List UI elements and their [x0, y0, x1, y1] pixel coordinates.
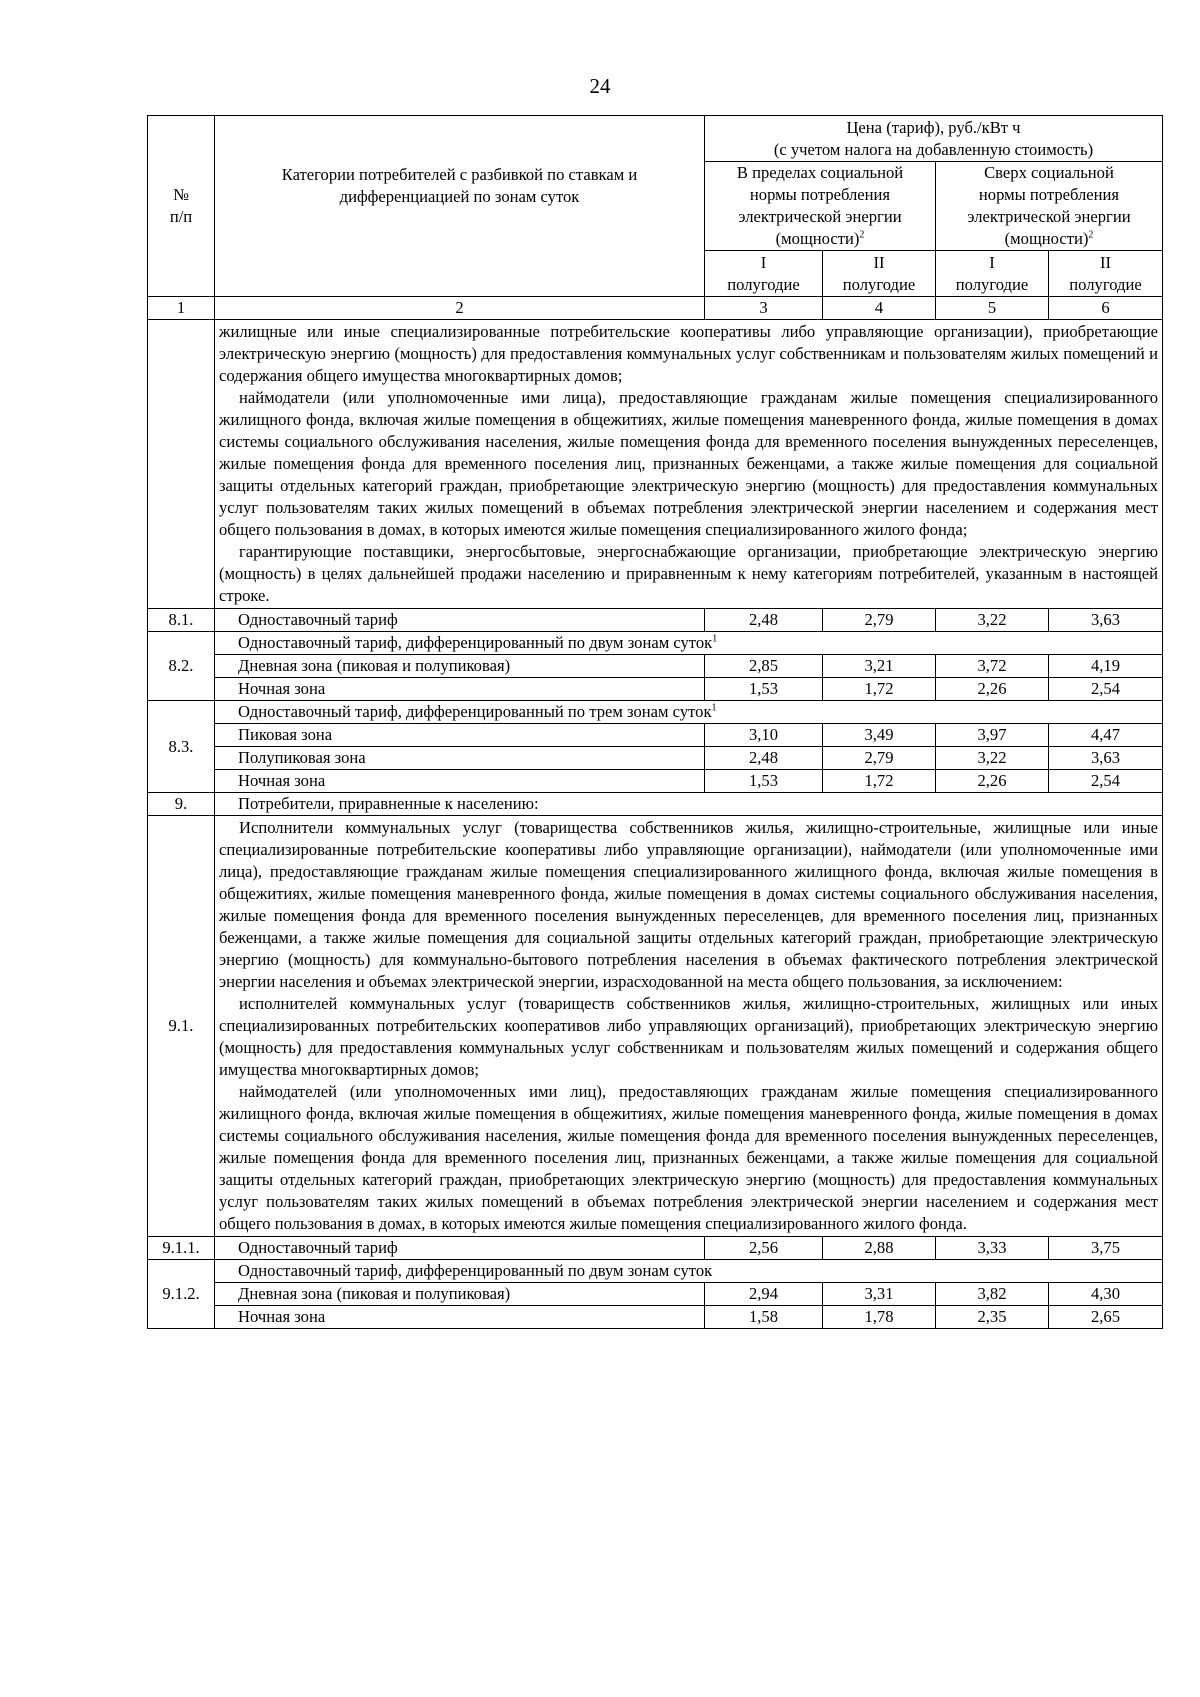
tariff-row-9-1-1	[148, 1237, 1163, 1260]
header-col-num	[148, 116, 215, 297]
column-number: 4	[823, 297, 936, 320]
header-price-title	[705, 116, 1163, 162]
price-cell: 3,75	[1049, 1237, 1163, 1260]
row-label: Полупиковая зона	[215, 747, 705, 770]
row-heading	[215, 632, 1163, 655]
description-paragraph: исполнителей коммунальных услуг (товариществ собственников жилья, жилищно-строительных, жилищных или иных специализированных потребительских кооперативов либо управляющих организаций), приобретающих электрическую энергию (мощность) для предоставления коммунальных услуг собственникам и пользователям жилых помещений и содержания общего имущества многоквартирных домов;	[219, 994, 1158, 1079]
above-norm-line	[939, 228, 1159, 250]
tariff-row-8-1	[148, 609, 1163, 632]
half-roman: I	[760, 252, 767, 272]
header-half-2	[823, 251, 936, 297]
description-paragraph: наймодателей (или уполномоченных ими лиц), предоставляющих гражданам жилые помещения специализированного жилищного фонда, включая жилые помещения в общежитиях, жилые помещения маневренного фонда, жилые помещения в домах системы социального обслуживания населения, жилые помещения фонда для временного поселения вынужденных переселенцев, жилые помещения фонда для временного поселения лиц, признанных беженцами, а также жилые помещения для социальной защиты отдельных категорий граждан, приобретающих электрическую энергию (мощность) для предоставления коммунальных услуг пользователям таких жилых помещений в объемах потребления электрической энергии населением и содержания мест общего пользования в домах, в которых имеются жилые помещения специализированного жилого фонда.	[219, 1082, 1158, 1233]
within-norm-line: нормы потребления	[749, 185, 891, 204]
header-half-2	[1049, 251, 1163, 297]
tariff-heading-row-9-1-2	[148, 1260, 1163, 1283]
section-title: Потребители, приравненные к населению:	[215, 793, 1163, 816]
price-cell: 4,47	[1049, 724, 1163, 747]
column-number: 1	[148, 297, 215, 320]
tariff-row-8-3-half-peak	[148, 747, 1163, 770]
price-cell: 1,53	[705, 770, 823, 793]
half-roman: I	[989, 252, 995, 272]
row-number: 8.3.	[148, 701, 215, 793]
price-cell: 2,65	[1049, 1306, 1163, 1329]
price-cell: 2,88	[823, 1237, 936, 1260]
footnote-mark: 1	[711, 702, 717, 714]
column-number: 6	[1049, 297, 1163, 320]
row-label: Дневная зона (пиковая и полупиковая)	[215, 655, 705, 678]
price-cell: 1,72	[823, 770, 936, 793]
price-cell: 3,63	[1049, 609, 1163, 632]
page-number: 24	[589, 74, 611, 98]
price-cell: 4,30	[1049, 1283, 1163, 1306]
row-label: Ночная зона	[215, 770, 705, 793]
above-norm-text: (мощности)	[1004, 229, 1089, 248]
price-cell: 3,31	[823, 1283, 936, 1306]
tariff-heading-row-8-2	[148, 632, 1163, 655]
price-cell: 1,78	[823, 1306, 936, 1329]
above-norm-line: Сверх социальной	[984, 163, 1114, 182]
header-row-price	[148, 116, 1163, 162]
row-label: Ночная зона	[215, 678, 705, 701]
above-norm-line: электрической энергии	[967, 207, 1131, 226]
header-within-norm	[705, 162, 936, 251]
row-label: Одноставочный тариф	[215, 609, 705, 632]
price-cell: 2,26	[936, 770, 1049, 793]
half-label: полугодие	[727, 274, 800, 294]
price-cell: 2,35	[936, 1306, 1049, 1329]
price-cell: 4,19	[1049, 655, 1163, 678]
footnote-mark: 2	[1088, 229, 1094, 241]
within-norm-text: (мощности)	[775, 229, 860, 248]
row-label: Дневная зона (пиковая и полупиковая)	[215, 1283, 705, 1306]
price-cell: 3,33	[936, 1237, 1049, 1260]
header-col-num-line: п/п	[169, 207, 193, 226]
tariff-heading-row-8-3	[148, 701, 1163, 724]
half-label: полугодие	[1069, 274, 1142, 294]
tariff-row-9-1-2-night	[148, 1306, 1163, 1329]
row-number: 9.1.2.	[148, 1260, 215, 1329]
price-cell: 3,21	[823, 655, 936, 678]
description-paragraph: наймодатели (или уполномоченные ими лица), предоставляющие гражданам жилые помещения специализированного жилищного фонда, включая жилые помещения в общежитиях, жилые помещения маневренного фонда, жилые помещения в домах системы социального обслуживания населения, жилые помещения фонда для временного поселения вынужденных переселенцев, жилые помещения фонда для временного поселения лиц, признанных беженцами, а также жилые помещения для социальной защиты отдельных категорий граждан, приобретающие электрическую энергию (мощность) для предоставления коммунальных услуг пользователям таких жилых помещений в объемах потребления электрической энергии населением и содержания мест общего пользования в домах, в которых имеются жилые помещения специализированного жилого фонда;	[219, 388, 1158, 539]
section-9-row	[148, 793, 1163, 816]
footnote-mark: 1	[712, 633, 718, 645]
price-cell: 3,82	[936, 1283, 1049, 1306]
price-cell: 1,58	[705, 1306, 823, 1329]
tariff-row-8-2-night	[148, 678, 1163, 701]
price-cell: 2,54	[1049, 770, 1163, 793]
price-cell: 2,85	[705, 655, 823, 678]
price-cell: 2,48	[705, 747, 823, 770]
column-number: 5	[936, 297, 1049, 320]
row-label: Ночная зона	[215, 1306, 705, 1329]
description-paragraph: жилищные или иные специализированные потребительские кооперативы либо управляющие организации), приобретающие электрическую энергию (мощность) для предоставления коммунальных услуг собственникам и пользователям жилых помещений и содержания общего имущества многоквартирных домов;	[219, 322, 1158, 385]
tariff-row-8-3-night	[148, 770, 1163, 793]
row-heading-text: Одноставочный тариф, дифференцированный по трем зонам суток	[238, 702, 712, 721]
half-roman: II	[873, 252, 885, 272]
price-cell: 3,49	[823, 724, 936, 747]
price-cell: 2,56	[705, 1237, 823, 1260]
above-norm-line: нормы потребления	[978, 185, 1120, 204]
price-cell: 2,48	[705, 609, 823, 632]
row-number: 9.1.1.	[148, 1237, 215, 1260]
within-norm-line	[708, 228, 932, 250]
price-cell: 3,10	[705, 724, 823, 747]
price-cell: 3,63	[1049, 747, 1163, 770]
price-cell: 2,79	[823, 609, 936, 632]
section-9-1-description	[215, 816, 1163, 1237]
header-half-1	[705, 251, 823, 297]
price-cell: 3,22	[936, 609, 1049, 632]
column-number: 3	[705, 297, 823, 320]
price-cell: 1,53	[705, 678, 823, 701]
column-number: 2	[215, 297, 705, 320]
price-cell: 2,94	[705, 1283, 823, 1306]
row-number: 9.	[148, 793, 215, 816]
half-roman: II	[1099, 252, 1112, 272]
tariff-table	[147, 115, 1163, 1329]
price-cell: 3,22	[936, 747, 1049, 770]
row-label: Пиковая зона	[215, 724, 705, 747]
description-paragraph: Исполнители коммунальных услуг (товарищества собственников жилья, жилищно-строительные, жилищные или иные специализированные потребительские кооперативы либо управляющие организации), наймодатели (или уполномоченные ими лица), предоставляющие гражданам жилые помещения специализированного жилищного фонда, включая жилые помещения в общежитиях, жилые помещения маневренного фонда, жилые помещения в домах системы социального обслуживания населения, жилые помещения фонда для временного поселения вынужденных переселенцев, для временного поселения лиц, признанных беженцами, а также жилые помещения для социальной защиты отдельных категорий граждан, приобретающие электрическую энергию (мощность) для коммунально-бытового потребления населения в объемах фактического потребления электрической энергии населения и объемах электрической энергии, израсходованной на места общего пользования, за исключением:	[219, 818, 1158, 991]
section-9-1-description-row	[148, 816, 1163, 1237]
price-cell: 3,97	[936, 724, 1049, 747]
row-number-empty	[148, 320, 215, 609]
price-title-line: (с учетом налога на добавленную стоимость)	[773, 139, 1094, 159]
row-number: 9.1.	[148, 816, 215, 1237]
price-cell: 2,54	[1049, 678, 1163, 701]
tariff-row-8-3-peak	[148, 724, 1163, 747]
header-category-line: Категории потребителей с разбивкой по ставкам и	[281, 165, 638, 184]
row-heading-text: Одноставочный тариф, дифференцированный по двум зонам суток	[238, 633, 713, 652]
price-cell: 2,79	[823, 747, 936, 770]
row-number: 8.1.	[148, 609, 215, 632]
section-8-description	[215, 320, 1163, 609]
description-paragraph: гарантирующие поставщики, энергосбытовые, энергоснабжающие организации, приобретающие электрическую энергию (мощность) в целях дальнейшей продажи населению и приравненным к нему категориям потребителей, указанным в настоящей строке.	[219, 542, 1158, 605]
row-number: 8.2.	[148, 632, 215, 701]
header-col-num-line: №	[173, 185, 189, 204]
section-8-description-row	[148, 320, 1163, 609]
price-cell: 1,72	[823, 678, 936, 701]
price-cell: 3,72	[936, 655, 1049, 678]
within-norm-line: электрической энергии	[738, 207, 902, 226]
row-label: Одноставочный тариф	[215, 1237, 705, 1260]
half-label: полугодие	[842, 274, 916, 294]
row-heading	[215, 701, 1163, 724]
header-category-line: дифференциацией по зонам суток	[339, 187, 580, 206]
row-heading: Одноставочный тариф, дифференцированный по двум зонам суток	[215, 1260, 1163, 1283]
tariff-row-8-2-day	[148, 655, 1163, 678]
footnote-mark: 2	[859, 229, 865, 241]
price-title-line: Цена (тариф), руб./кВт ч	[846, 117, 1021, 137]
header-half-1	[936, 251, 1049, 297]
tariff-row-9-1-2-day	[148, 1283, 1163, 1306]
column-number-row	[148, 297, 1163, 320]
half-label: полугодие	[955, 274, 1029, 294]
header-above-norm	[936, 162, 1163, 251]
within-norm-line: В пределах социальной	[736, 163, 904, 182]
header-col-category	[215, 116, 705, 297]
price-cell: 2,26	[936, 678, 1049, 701]
